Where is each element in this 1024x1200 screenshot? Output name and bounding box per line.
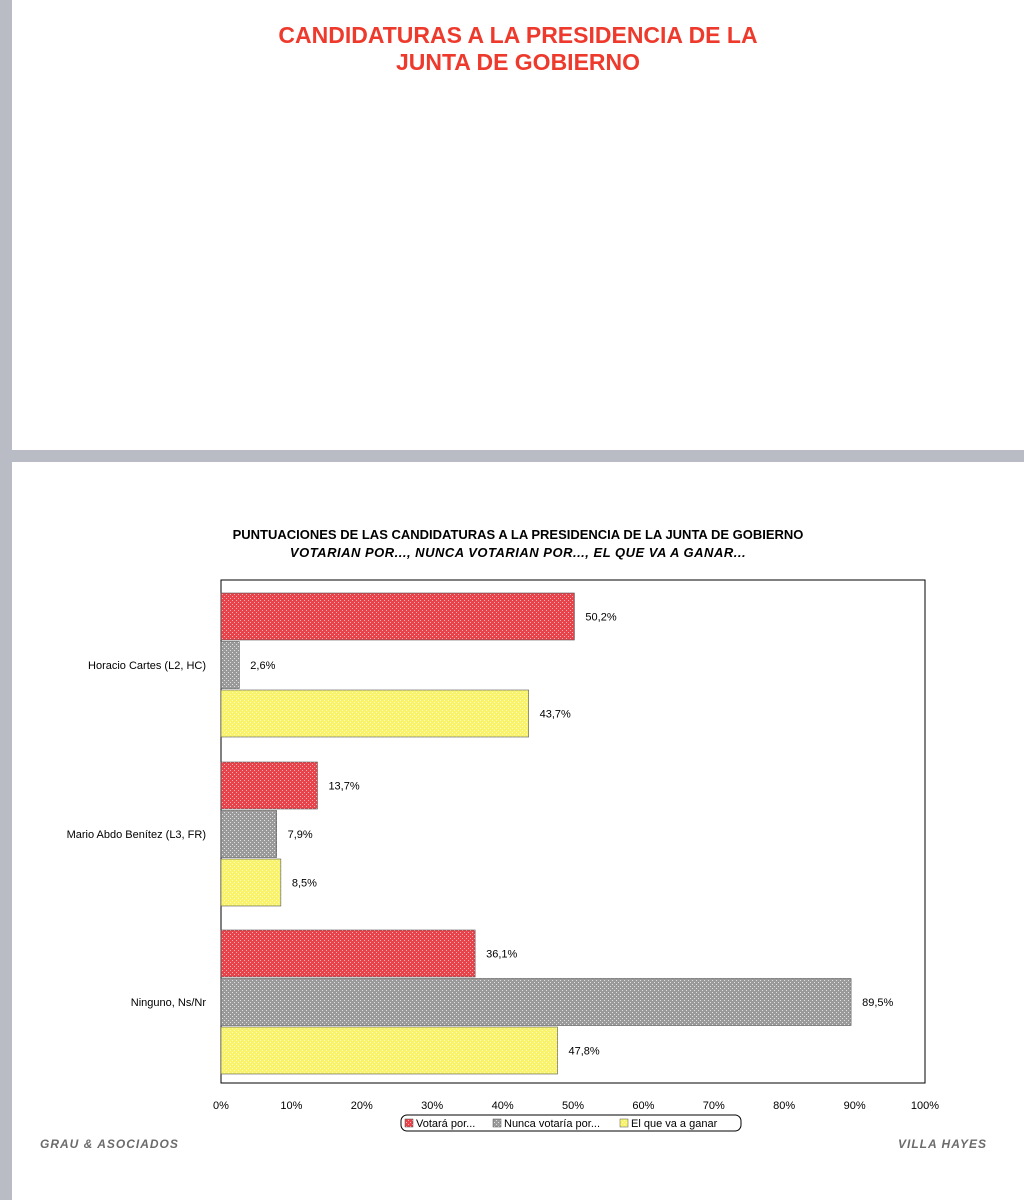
data-label: 43,7%: [539, 708, 571, 721]
x-tick-label: 10%: [280, 1100, 303, 1112]
category-label: Mario Abdo Benítez (L3, FR): [66, 829, 206, 841]
x-tick-label: 40%: [491, 1100, 514, 1112]
category-label: Horacio Cartes (L2, HC): [88, 660, 206, 672]
bar: [221, 690, 529, 737]
x-tick-label: 70%: [702, 1100, 725, 1112]
bar: [221, 930, 475, 977]
bar: [221, 762, 317, 809]
legend-entry: El que va a ganar: [631, 1118, 718, 1130]
footer-location: VILLA HAYES: [897, 1137, 987, 1151]
legend-swatch: [620, 1119, 628, 1127]
data-label: 8,5%: [291, 877, 317, 890]
bar: [221, 642, 239, 689]
legend-swatch: [493, 1119, 501, 1127]
x-tick-label: 80%: [773, 1100, 796, 1112]
document-title-line-2: JUNTA DE GOBIERNO: [395, 49, 641, 75]
data-label: 7,9%: [287, 829, 313, 841]
bar: [221, 859, 281, 906]
data-label: 50,2%: [585, 611, 617, 624]
x-tick-label: 60%: [632, 1100, 655, 1112]
chart-subtitle: VOTARIAN POR..., NUNCA VOTARIAN POR..., EL QUE VA A GANAR...: [289, 545, 747, 560]
data-label: 2,6%: [250, 660, 276, 672]
chart-title: PUNTUACIONES DE LAS CANDIDATURAS A LA PRESIDENCIA DE LA JUNTA DE GOBIERNO: [232, 527, 804, 542]
bar: [221, 593, 574, 640]
data-label: 13,7%: [328, 780, 360, 793]
legend-entry: Votará por...: [416, 1118, 476, 1130]
x-tick-label: 30%: [421, 1100, 444, 1112]
x-tick-label: 0%: [213, 1100, 229, 1112]
data-label: 89,5%: [862, 997, 894, 1009]
bar: [221, 979, 851, 1026]
document-title-line-1: CANDIDATURAS A LA PRESIDENCIA DE LA: [278, 22, 758, 48]
bar: [221, 1027, 558, 1074]
legend-swatch: [405, 1119, 413, 1127]
data-label: 47,8%: [568, 1045, 600, 1058]
x-tick-label: 50%: [561, 1100, 585, 1112]
x-tick-label: 20%: [350, 1100, 373, 1112]
x-tick-label: 100%: [910, 1100, 940, 1112]
data-label: 36,1%: [486, 948, 518, 961]
category-label: Ninguno, Ns/Nr: [130, 997, 206, 1009]
footer-company: GRAU & ASOCIADOS: [40, 1137, 179, 1151]
legend-entry: Nunca votaría por...: [504, 1118, 600, 1130]
x-tick-label: 90%: [843, 1100, 866, 1112]
bar: [221, 811, 277, 858]
